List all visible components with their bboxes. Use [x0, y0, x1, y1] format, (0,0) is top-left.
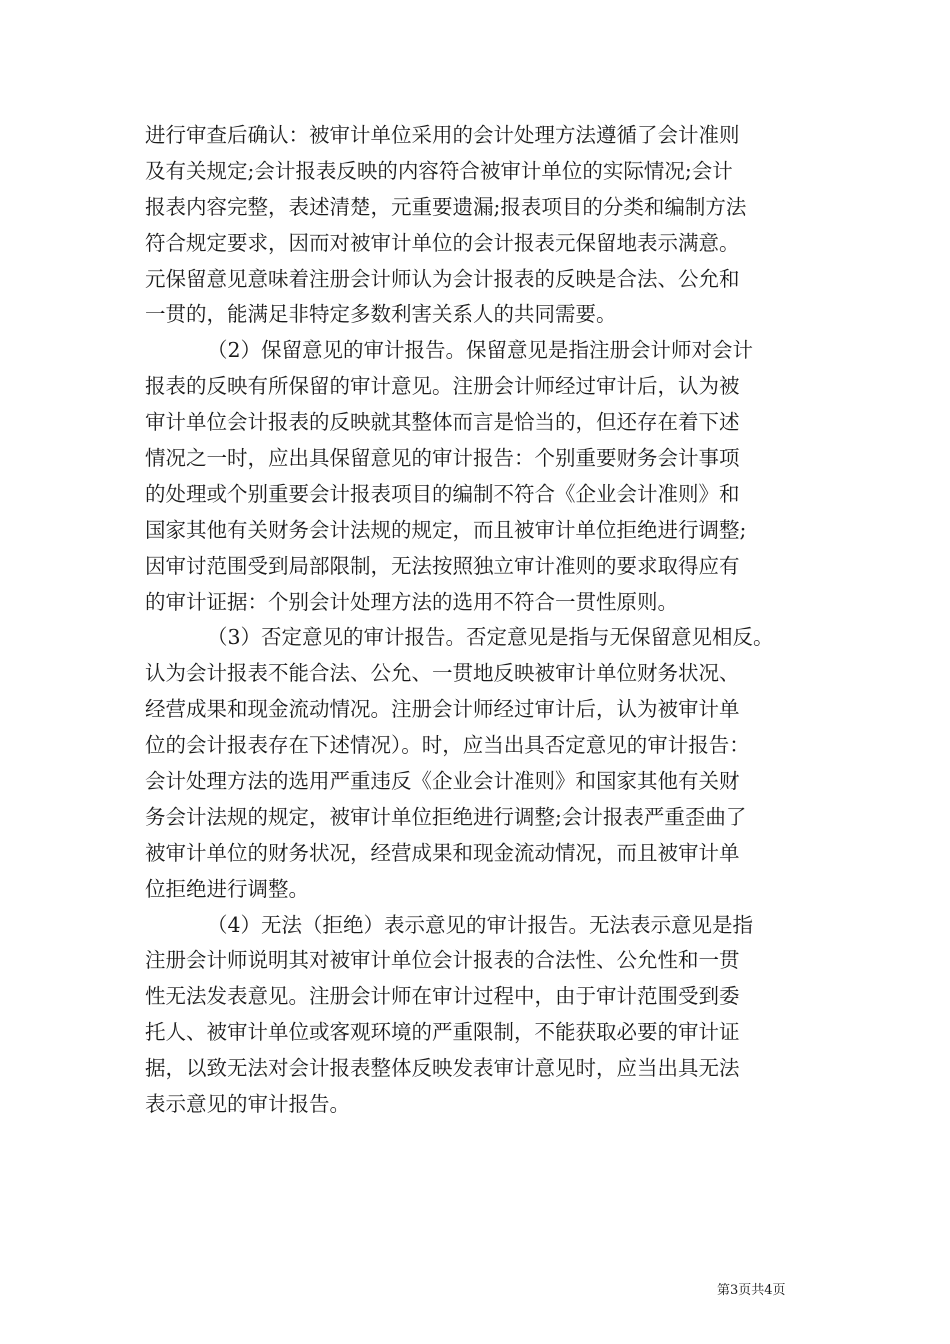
text-line: 审计单位会计报表的反映就其整体而言是恰当的，但还存在着下述: [145, 410, 740, 435]
text-line: 会计处理方法的选用严重违反《企业会计准则》和国家其他有关财: [145, 769, 740, 794]
text-line: 情况之一时，应出具保留意见的审计报告：个别重要财务会计事项: [145, 446, 740, 471]
text-line: 报表的反映有所保留的审计意见。注册会计师经过审计后，认为被: [145, 374, 740, 399]
text-line: 被审计单位的财务状况，经营成果和现金流动情况，而且被审计单: [145, 840, 740, 865]
text-line: （2）保留意见的审计报告。保留意见是指注册会计师对会计: [207, 338, 754, 363]
body-text: [145, 118, 817, 1123]
text-line: 表示意见的审计报告。: [145, 1092, 350, 1117]
text-line: 国家其他有关财务会计法规的规定，而且被审计单位拒绝进行调整;: [145, 517, 747, 542]
text-line: （4）无法（拒绝）表示意见的审计报告。无法表示意见是指: [207, 912, 754, 937]
text-line: 的审计证据：个别会计处理方法的选用不符合一贯性原则。: [145, 589, 678, 614]
text-line: 因审讨范围受到局部限制，无法按照独立审计准则的要求取得应有: [145, 553, 740, 578]
text-line: 一贯的，能满足非特定多数利害关系人的共同需要。: [145, 302, 617, 327]
text-line: 性无法发表意见。注册会计师在审计过程中，由于审计范围受到委: [145, 984, 740, 1009]
text-line: 注册会计师说明其对被审计单位会计报表的合法性、公允性和一贯: [145, 948, 740, 973]
text-line: 据，以致无法对会计报表整体反映发表审计意见时，应当出具无法: [145, 1056, 740, 1081]
text-line: 报表内容完整，表述清楚，元重要遗漏;报表项目的分类和编制方法: [145, 194, 747, 219]
text-line: 托人、被审计单位或客观环境的严重限制，不能获取必要的审计证: [145, 1020, 740, 1045]
text-line: 进行审查后确认：被审计单位采用的会计处理方法遵循了会计准则: [145, 123, 740, 147]
text-line: 位的会计报表存在下述情况）。时，应当出具否定意见的审计报告：: [145, 733, 750, 758]
text-line: 符合规定要求，因而对被审计单位的会计报表元保留地表示满意。: [145, 230, 740, 255]
text-line: 的处理或个别重要会计报表项目的编制不符合《企业会计准则》和: [145, 481, 740, 506]
page-number-footer: 第3页共4页: [717, 1283, 786, 1298]
text-line: 务会计法规的规定，被审计单位拒绝进行调整;会计报表严重歪曲了: [145, 804, 747, 829]
text-line: （3）否定意见的审计报告。否定意见是指与无保留意见相反。: [207, 625, 774, 650]
text-line: 元保留意见意味着注册会计师认为会计报表的反映是合法、公允和: [145, 266, 740, 291]
text-line: 认为会计报表不能合法、公允、一贯地反映被审计单位财务状况、: [145, 661, 740, 686]
text-line: 及有关规定;会计报表反映的内容符合被审计单位的实际情况;会计: [145, 158, 733, 183]
text-line: 经营成果和现金流动情况。注册会计师经过审计后，认为被审计单: [145, 697, 740, 722]
text-line: 位拒绝进行调整。: [145, 876, 309, 901]
